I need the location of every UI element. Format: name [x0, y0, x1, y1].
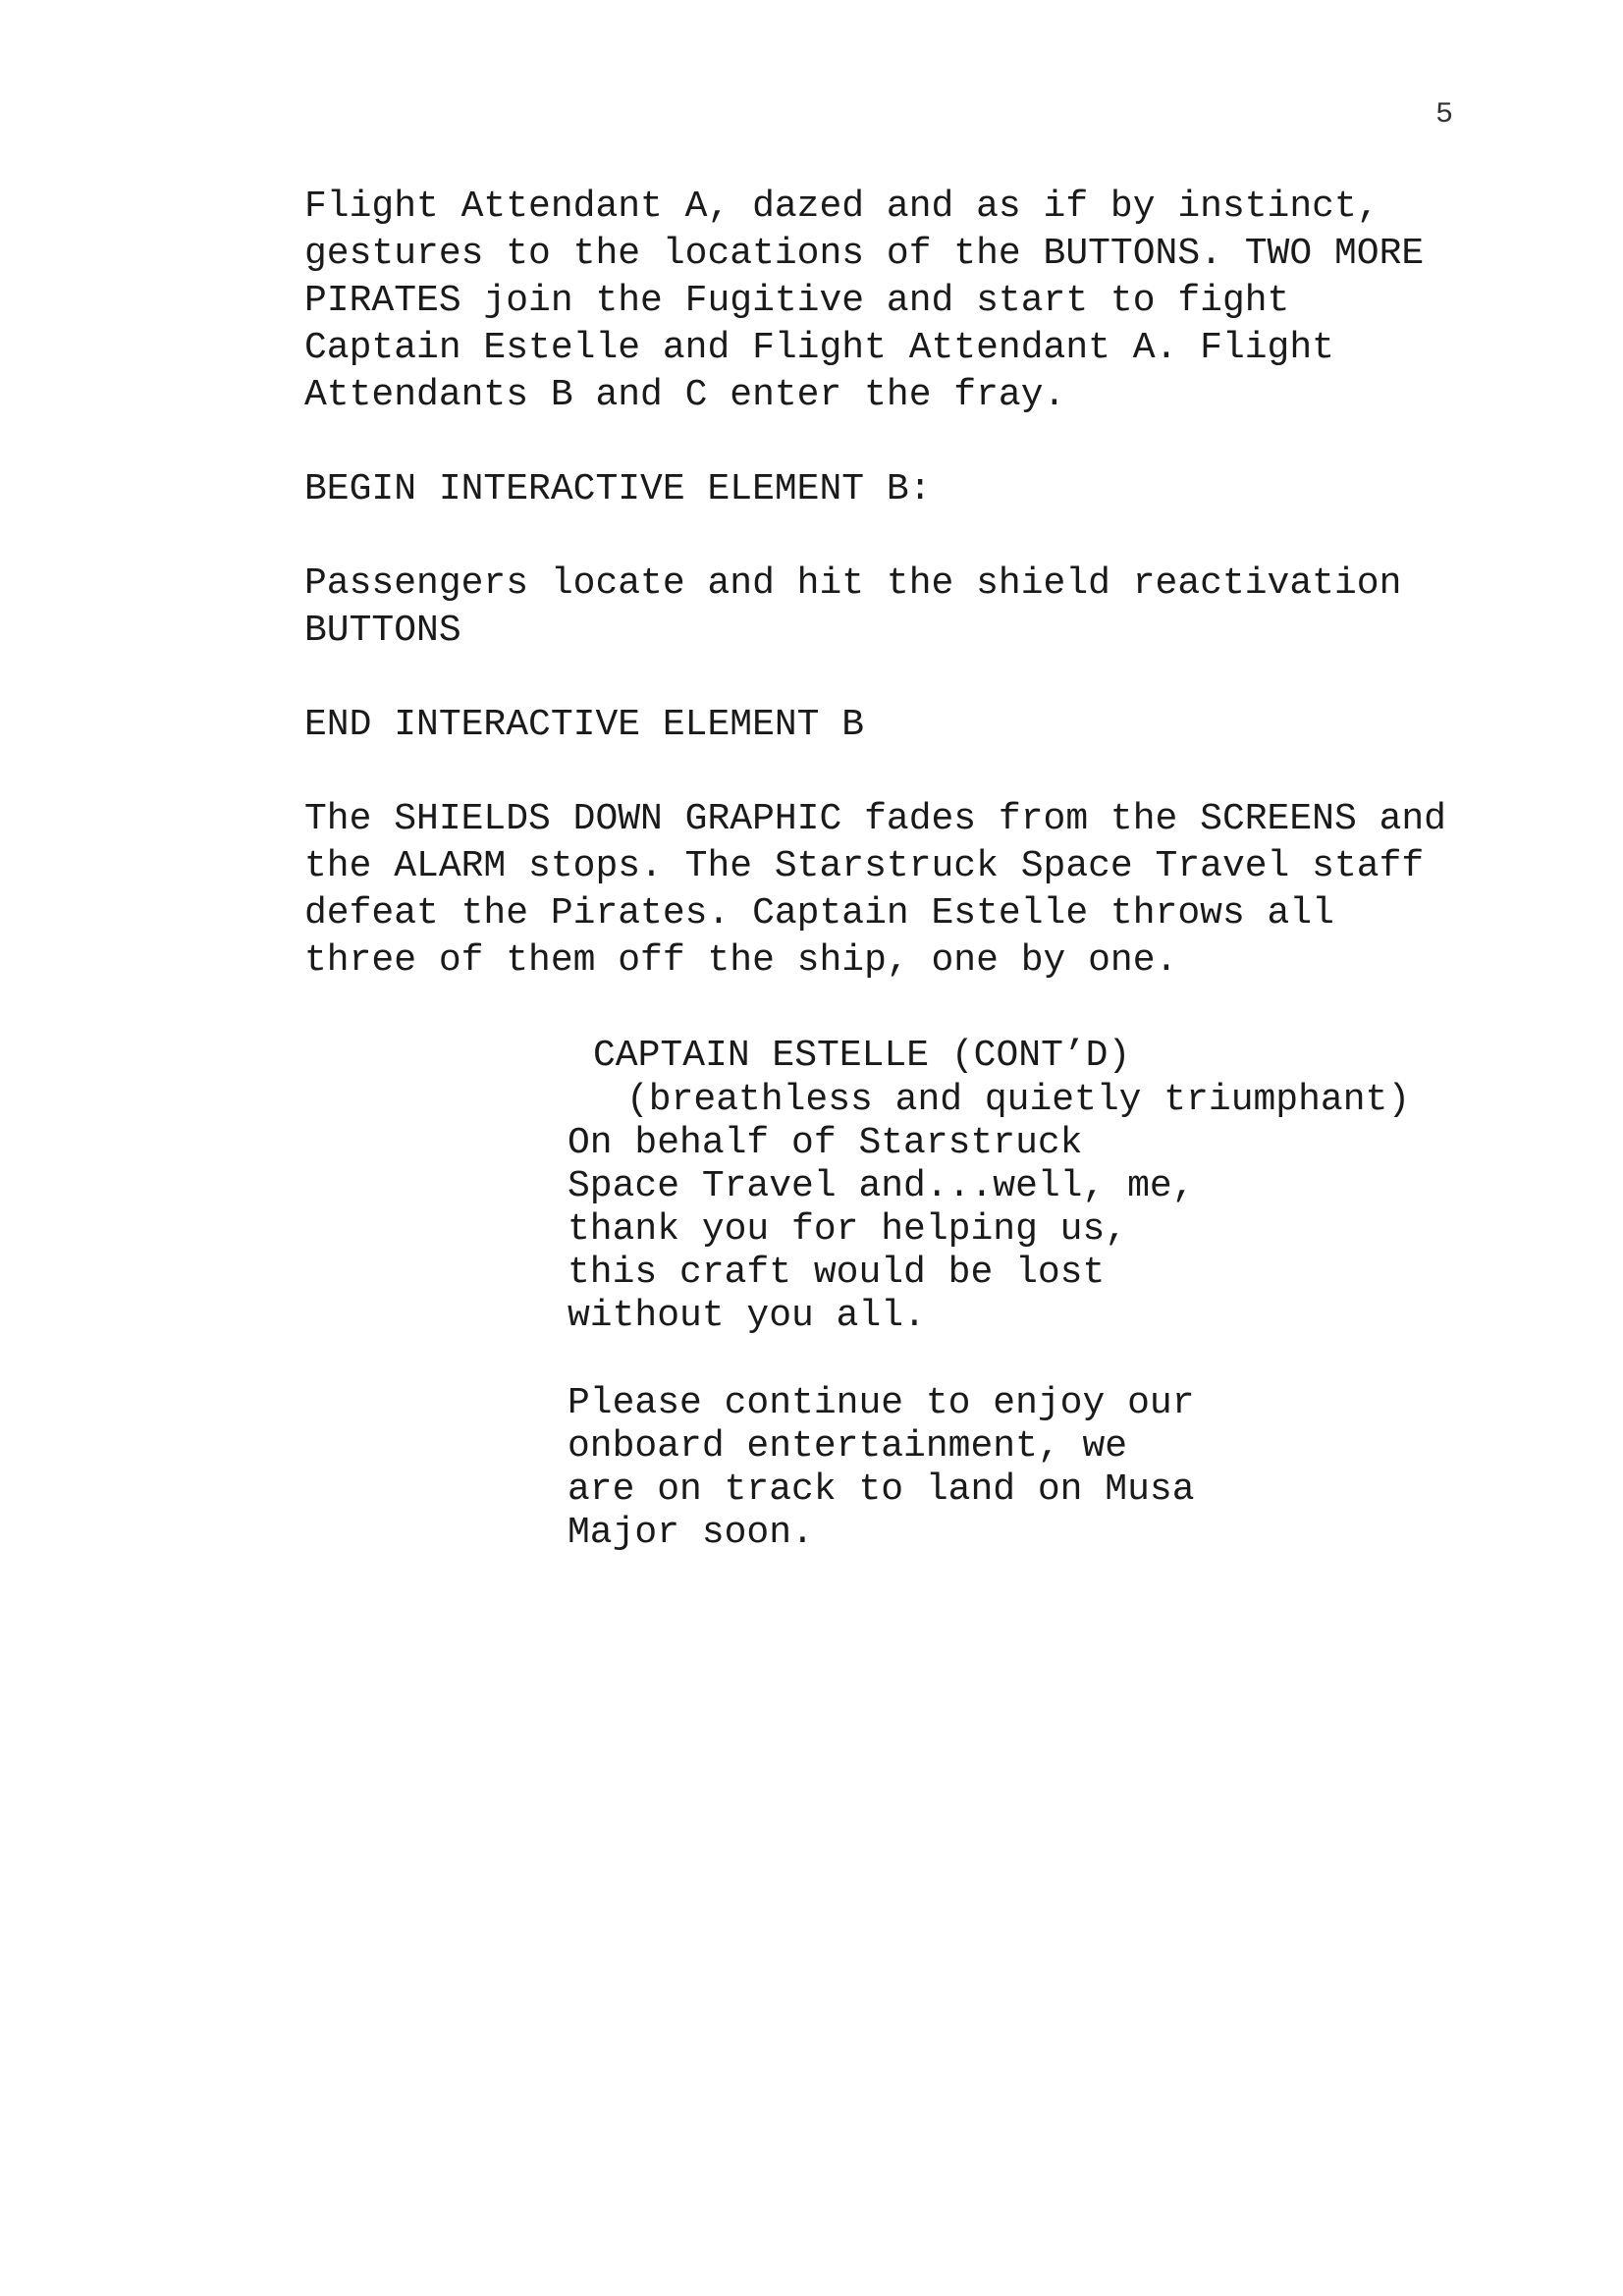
dialogue-paragraph-continue: Please continue to enjoy our onboard entertainment, we are on track to land on Musa Major soon.	[568, 1382, 1195, 1554]
dialogue-paragraph-thanks: On behalf of Starstruck Space Travel and...well, me, thank you for helping us, this craft would be lost without you all.	[568, 1122, 1195, 1337]
action-paragraph-fight: Flight Attendant A, dazed and as if by instinct, gestures to the locations of the BUTTONS. TWO MORE PIRATES join the Fugitive and start to fight Captain Estelle and Flight Attendant A. Flight Attendants B and C enter the fray.	[304, 186, 1425, 416]
interactive-element-begin: BEGIN INTERACTIVE ELEMENT B:	[304, 468, 932, 510]
page-number: 5	[1434, 98, 1453, 132]
action-paragraph-shields: The SHIELDS DOWN GRAPHIC fades from the SCREENS and the ALARM stops. The Starstruck Space Travel staff defeat the Pirates. Captain Estelle throws all three of them off the ship, one by one.	[304, 798, 1446, 982]
action-paragraph-buttons: Passengers locate and hit the shield reactivation BUTTONS	[304, 562, 1402, 652]
parenthetical: (breathless and quietly triumphant)	[626, 1079, 1411, 1121]
character-cue: CAPTAIN ESTELLE (CONT’D)	[593, 1035, 1131, 1077]
interactive-element-end: END INTERACTIVE ELEMENT B	[304, 704, 865, 746]
